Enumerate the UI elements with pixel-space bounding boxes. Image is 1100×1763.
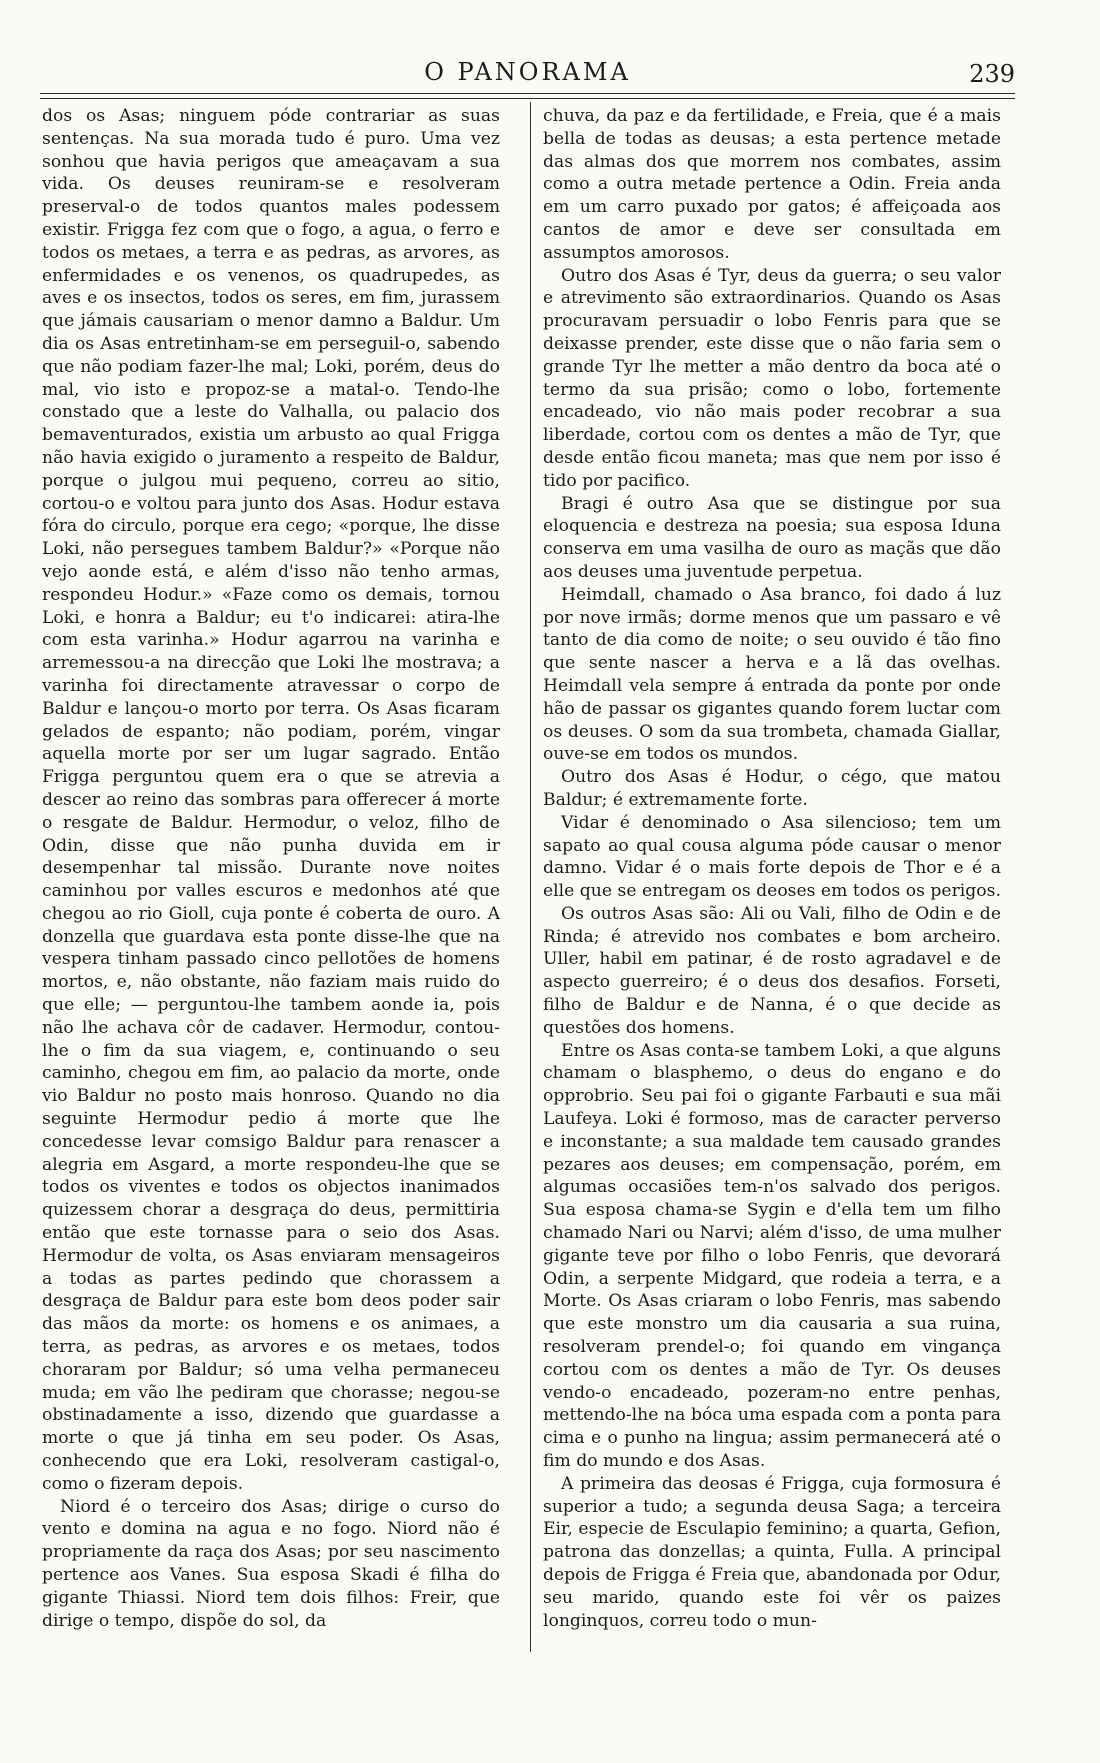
paragraph: Heimdall, chamado o Asa branco, foi dado á luz por nove irmãs; dorme menos que um passaro e vê tanto de dia como de noite; o seu ouvido é tão fino que sente nascer a herva e a lã das ovelhas. Heimdall vela sempre á entrada da ponte por onde hão de passar os gigantes quando forem luctar com os deuses. O som da sua trombeta, chamada Giallar, ouve-se em todos os mundos. bbox=[543, 584, 1001, 765]
right-column bbox=[543, 105, 1001, 1650]
page-header bbox=[40, 58, 1015, 92]
paragraph: Os outros Asas são: Ali ou Vali, filho de Odin e de Rinda; é atrevido nos combates e bom archeiro. Uller, habil em patinar, é de rosto agradavel e de aspecto guerreiro; é o deus dos desafios. Forseti, filho de Baldur e de Nanna, é o que decide as questões dos homens. bbox=[543, 903, 1001, 1038]
paragraph: Bragi é outro Asa que se distingue por sua eloquencia e destreza na poesia; sua esposa Iduna conserva em uma vasilha de ouro as maçãs que dão aos deuses uma juventude perpetua. bbox=[543, 493, 1001, 582]
paragraph: A primeira das deosas é Frigga, cuja formosura é superior a tudo; a segunda deusa Saga; a terceira Eir, especie de Esculapio feminino; a quarta, Gefion, patrona das donzellas; a quinta, Fulla. A principal depois de Frigga é Freia que, abandonada por Odur, seu marido, quando este foi vêr os paizes longinquos, correu todo o mun- bbox=[543, 1473, 1001, 1631]
header-rule-bottom bbox=[40, 98, 1015, 99]
paragraph: Entre os Asas conta-se tambem Loki, a que alguns chamam o blasphemo, o deus do engano e do opprobrio. Seu pai foi o gigante Farbauti e sua mãi Laufeya. Loki é formoso, mas de caracter perverso e inconstante; a sua maldade tem causado grandes pezares aos deuses; em compensação, porém, em algumas occasiões tem-n'os salvado dos perigos. Sua esposa chama-se Sygin e d'ella tem um filho chamado Nari ou Narvi; além d'isso, de uma mulher gigante teve por filho o lobo Fenris, que devorará Odin, a serpente Midgard, que rodeia a terra, e a Morte. Os Asas criaram o lobo Fenris, mas sabendo que este monstro um dia causaria a sua ruina, resolveram prendel-o; foi quando em vingança cortou com os dentes a mão de Tyr. Os deuses vendo-o encadeado, pozeram-no entre penhas, mettendo-lhe na bóca uma espada com a ponta para cima e o punho na lingua; assim permanecerá até o fim do mundo e dos Asas. bbox=[543, 1040, 1001, 1472]
paragraph: Outro dos Asas é Hodur, o cégo, que matou Baldur; é extremamente forte. bbox=[543, 767, 1001, 810]
paragraph: Niord é o terceiro dos Asas; dirige o curso do vento e domina na agua e no fogo. Niord não é propriamente da raça dos Asas; por seu nascimento pertence aos Vanes. Sua esposa Skadi é filha do gigante Thiassi. Niord tem dois filhos: Freir, que dirige o tempo, dispõe do sol, da bbox=[42, 1496, 500, 1631]
journal-title: O PANORAMA bbox=[424, 58, 631, 86]
paragraph: Outro dos Asas é Tyr, deus da guerra; o seu valor e atrevimento são extraordinarios. Quando os Asas procuravam persuadir o lobo Fenris para que se deixasse prender, este disse que o não faria sem o grande Tyr lhe metter a mão dentro da boca até o termo da sua prisão; como o lobo, fortemente encadeado, vio não mais poder recobrar a sua liberdade, cortou com os dentes a mão de Tyr, que desde então ficou maneta; mas que nem por isso é tido por pacifico. bbox=[543, 265, 1001, 491]
left-column bbox=[42, 105, 500, 1650]
paragraph: dos os Asas; ninguem póde contrariar as suas sentenças. Na sua morada tudo é puro. Uma vez sonhou que havia perigos que ameaçavam a sua vida. Os deuses reuniram-se e resolveram preserval-o de todos quantos males podessem existir. Frigga fez com que o fogo, a agua, o ferro e todos os metaes, a terra e as pedras, as arvores, as enfermidades e os venenos, os quadrupedes, as aves e os insectos, todos os seres, em fim, jurassem que jámais causariam o menor damno a Baldur. Um dia os Asas entretinham-se em perseguil-o, sabendo que não podiam fazer-lhe mal; Loki, porém, deus do mal, vio isto e propoz-se a matal-o. Tendo-lhe constado que a leste do Valhalla, ou palacio dos bemaventurados, existia um arbusto ao qual Frigga não havia exigido o juramento a respeito de Baldur, porque o julgou mui pequeno, correu ao sitio, cortou-o e voltou para junto dos Asas. Hodur estava fóra do circulo, porque era cego; «porque, lhe disse Loki, não persegues tambem Baldur?» «Porque não vejo aonde está, e além d'isso não tenho armas, respondeu Hodur.» «Faze como os demais, tornou Loki, e honra a Baldur; eu t'o indicarei: atira-lhe com esta varinha.» Hodur agarrou na varinha e arremessou-a na direcção que Loki lhe mostrava; a varinha foi directamente atravessar o corpo de Baldur e lançou-o morto por terra. Os Asas ficaram gelados de espanto; não podiam, porém, vingar aquella morte por ser um lugar sagrado. Então Frigga perguntou quem era o que se atrevia a descer ao reino das sombras para offerecer á morte o resgate de Baldur. Hermodur, o veloz, filho de Odin, disse que não punha duvida em ir desempenhar tal missão. Durante nove noites caminhou por valles escuros e medonhos até que chegou ao rio Gioll, cuja ponte é coberta de ouro. A donzella que guardava esta ponte disse-lhe que na vespera tinham passado cinco pellotões de homens mortos, e, não obstante, não faziam mais ruido do que elle; — perguntou-lhe tambem aonde ia, pois não lhe achava côr de cadaver. Hermodur, contou-lhe o fim da sua viagem, e, continuando o seu caminho, chegou em fim, ao palacio da morte, onde vio Baldur no posto mais honroso. Quando no dia seguinte Hermodur pedio á morte que lhe concedesse levar comsigo Baldur para renascer a alegria em Asgard, a morte respondeu-lhe que se todos os viventes e todos os objectos inanimados quizessem chorar a desgraça do deus, permittiria então que este tornasse para o seio dos Asas. Hermodur de volta, os Asas enviaram mensageiros a todas as partes pedindo que chorassem a desgraça de Baldur para este bom deos poder sair das mãos da morte: os homens e os animaes, a terra, as pedras, as arvores e os metaes, todos choraram por Baldur; só uma velha permaneceu muda; em vão lhe pediram que chorasse; negou-se obstinadamente a isso, dizendo que guardasse a morte o que já tinha em seu poder. Os Asas, conhecendo que era Loki, resolveram castigal-o, como o fizeram depois. bbox=[42, 106, 500, 1494]
page-number: 239 bbox=[969, 60, 1015, 88]
header-rule-top bbox=[40, 93, 1015, 94]
column-divider bbox=[530, 102, 531, 1652]
paragraph: Vidar é denominado o Asa silencioso; tem um sapato ao qual cousa alguma póde causar o menor damno. Vidar é o mais forte depois de Thor e é a elle que se entregam os deoses em todos os perigos. bbox=[543, 812, 1001, 902]
paragraph: chuva, da paz e da fertilidade, e Freia, que é a mais bella de todas as deusas; a esta pertence metade das almas dos que morrem nos combates, assim como a outra metade pertence a Odin. Freia anda em um carro puxado por gatos; é affeiçoada aos cantos de amor e deve ser consultada em assumptos amorosos. bbox=[543, 106, 1001, 263]
